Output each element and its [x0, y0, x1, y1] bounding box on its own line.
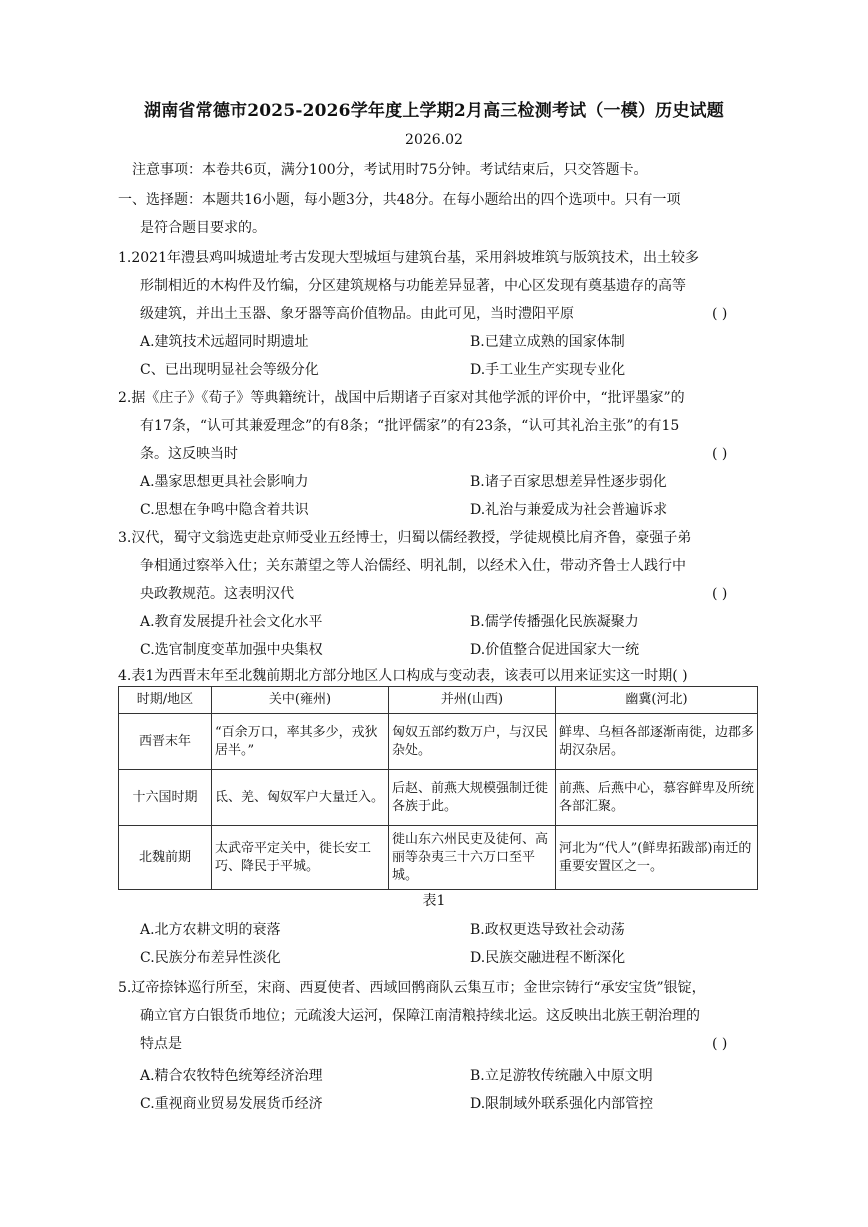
population-table: [118, 686, 758, 890]
q5-line2: 确立官方白银货币地位；元疏浚大运河，保障江南清粮持续北运。这反映出北族王朝治理的: [140, 1008, 700, 1024]
table-cell-period: 十六国时期: [119, 770, 212, 826]
table-row: [119, 714, 758, 770]
table-cell: 匈奴五部约数万户，与汉民杂处。: [389, 714, 556, 770]
table-cell: 前燕、后燕中心，慕容鲜卑及所统各部汇聚。: [556, 770, 758, 826]
q2-line1: 2.据《庄子》《荀子》等典籍统计，战国中后期诸子百家对其他学派的评价中，“批评墨家”的: [118, 390, 685, 406]
q1-option-c: C、已出现明显社会等级分化: [140, 362, 319, 378]
q5-option-c: C.重视商业贸易发展货币经济: [140, 1096, 323, 1112]
table-cell: “百余万口，率其多少，戎狄居半。”: [212, 714, 389, 770]
notice-text: 注意事项：本卷共6页，满分100分，考试用时75分钟。考试结束后，只交答题卡。: [132, 162, 648, 178]
q5-answer-paren: ( ): [712, 1036, 728, 1052]
table-cell: 徙山东六州民吏及徒何、高丽等杂夷三十六万口至平城。: [389, 826, 556, 890]
q1-option-d: D.手工业生产实现专业化: [470, 362, 626, 378]
q1-option-a: A.建筑技术远超同时期遗址: [140, 334, 309, 350]
q2-line3: 条。这反映当时: [140, 446, 238, 462]
q5-line3: 特点是: [140, 1036, 182, 1052]
q4-option-d: D.民族交融进程不断深化: [470, 950, 626, 966]
q3-line2: 争相通过察举入仕；关东萧望之等人治儒经、明礼制，以经术入仕，带动齐鲁士人践行中: [140, 558, 686, 574]
q1-line1: 1.2021年澧县鸡叫城遗址考古发现大型城垣与建筑台基，采用斜坡堆筑与版筑技术，出土较多: [118, 250, 699, 266]
q2-line2: 有17条，“认可其兼爱理念”的有8条；“批评儒家”的有23条，“认可其礼治主张”的有15: [140, 418, 680, 434]
table-row: [119, 770, 758, 826]
q2-answer-paren: ( ): [712, 446, 728, 462]
table-header-row: [119, 687, 758, 714]
table-header: 并州(山西): [389, 687, 556, 714]
exam-date: 2026.02: [405, 132, 463, 148]
table-cell-period: 西晋末年: [119, 714, 212, 770]
q3-option-a: A.教育发展提升社会文化水平: [140, 614, 323, 630]
table-cell: 河北为“代人”(鲜卑拓跋部)南迁的重要安置区之一。: [556, 826, 758, 890]
q4-option-c: C.民族分布差异性淡化: [140, 950, 281, 966]
q2-option-c: C.思想在争鸣中隐含着共识: [140, 502, 309, 518]
q4-option-a: A.北方农耕文明的衰落: [140, 922, 281, 938]
q5-option-a: A.精合农牧特色统筹经济治理: [140, 1068, 323, 1084]
q2-option-d: D.礼治与兼爱成为社会普遍诉求: [470, 502, 668, 518]
table-cell-period: 北魏前期: [119, 826, 212, 890]
section1-line2: 是符合题目要求的。: [140, 220, 266, 236]
table-cell: 鲜卑、乌桓各部逐渐南徙，边郡多胡汉杂居。: [556, 714, 758, 770]
q3-line3: 央政教规范。这表明汉代: [140, 586, 294, 602]
q1-answer-paren: ( ): [712, 306, 728, 322]
table-row: [119, 826, 758, 890]
q2-option-b: B.诸子百家思想差异性逐步弱化: [470, 474, 667, 490]
section1-line1: 一、选择题：本题共16小题，每小题3分，共48分。在每小题给出的四个选项中。只有一项: [118, 192, 681, 208]
q1-line3: 级建筑，并出土玉器、象牙器等高价值物品。由此可见，当时澧阳平原: [140, 306, 574, 322]
table-cell: 后赵、前燕大规模强制迁徙各族于此。: [389, 770, 556, 826]
table-header: 时期/地区: [119, 687, 212, 714]
q3-answer-paren: ( ): [712, 586, 728, 602]
q3-option-c: C.选官制度变革加强中央集权: [140, 642, 323, 658]
table-header: 幽冀(河北): [556, 687, 758, 714]
table-header: 关中(雍州): [212, 687, 389, 714]
q1-line2: 形制相近的木构件及竹编，分区建筑规格与功能差异显著，中心区发现有奠基遗存的高等: [140, 278, 686, 294]
q3-option-d: D.价值整合促进国家大一统: [470, 642, 640, 658]
q5-line1: 5.辽帝捺钵巡行所至，宋商、西夏使者、西域回鹘商队云集互市；金世宗铸行“承安宝货”银锭，: [118, 980, 706, 996]
table-cell: 太武帝平定关中，徙长安工巧、降民于平城。: [212, 826, 389, 890]
q5-option-b: B.立足游牧传统融入中原文明: [470, 1068, 653, 1084]
q3-line1: 3.汉代，蜀守文翁选吏赴京师受业五经博士，归蜀以儒经教授，学徒规模比肩齐鲁，豪强子弟: [118, 530, 692, 546]
q2-option-a: A.墨家思想更具社会影响力: [140, 474, 309, 490]
table-cell: 氐、羌、匈奴军户大量迁入。: [212, 770, 389, 826]
page-title: 湖南省常德市2025-2026学年度上学期2月高三检测考试（一模）历史试题: [144, 101, 724, 121]
q3-option-b: B.儒学传播强化民族凝聚力: [470, 614, 639, 630]
q5-option-d: D.限制域外联系强化内部管控: [470, 1096, 654, 1112]
q4-line1: 4.表1为西晋末年至北魏前期北方部分地区人口构成与变动表，该表可以用来证实这一时期( ): [118, 668, 688, 684]
q1-option-b: B.已建立成熟的国家体制: [470, 334, 625, 350]
q4-option-b: B.政权更迭导致社会动荡: [470, 922, 625, 938]
table-caption: 表1: [422, 893, 446, 909]
